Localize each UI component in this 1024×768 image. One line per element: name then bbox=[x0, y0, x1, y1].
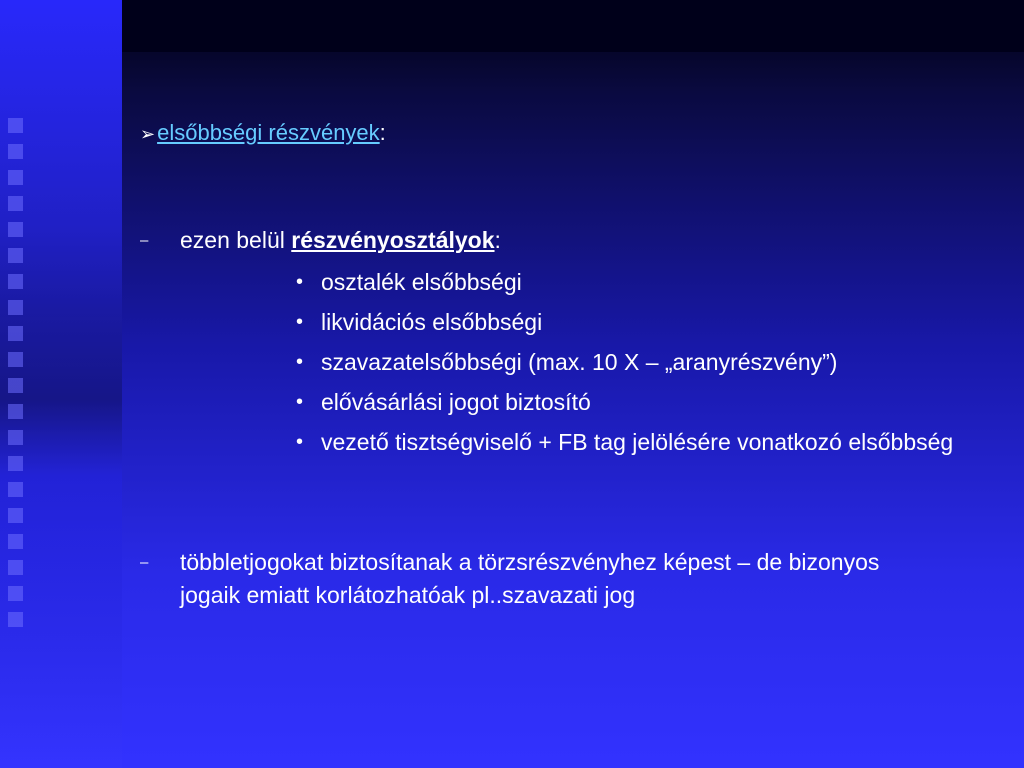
slide-heading bbox=[140, 118, 386, 149]
section-classes-colon: : bbox=[494, 227, 501, 253]
dash-bullet: – bbox=[140, 554, 149, 571]
bullet-dot: • bbox=[296, 271, 304, 293]
section-classes-prefix: ezen belül bbox=[180, 227, 292, 253]
list-item-text: likvidációs elsőbbségi bbox=[321, 309, 543, 335]
arrow-bullet-icon: ➢ bbox=[140, 124, 156, 144]
section-classes-emphasis: részvényosztályok bbox=[291, 227, 495, 253]
bullet-dot: • bbox=[296, 351, 304, 373]
bullet-dot: • bbox=[296, 391, 304, 413]
bullet-dot: • bbox=[296, 311, 304, 333]
list-item-text: vezető tisztségviselő + FB tag jelölésére vonatkozó elsőbbség bbox=[321, 429, 954, 455]
list-item-text: szavazatelsőbbségi (max. 10 X – „aranyrészvény”) bbox=[321, 349, 838, 375]
list-item bbox=[296, 306, 986, 339]
dash-bullet: – bbox=[140, 232, 149, 249]
list-item-text: elővásárlási jogot biztosító bbox=[321, 389, 591, 415]
bullet-dot: • bbox=[296, 431, 304, 453]
section-classes-text bbox=[180, 224, 1000, 257]
list-item-text: osztalék elsőbbségi bbox=[321, 269, 522, 295]
share-class-list bbox=[296, 266, 986, 466]
section-extra-rights-text: többletjogokat biztosítanak a törzsrészvényhez képest – de bizonyos jogaik emiatt korlátozhatóak pl..szavazati jog bbox=[180, 549, 880, 608]
list-item bbox=[296, 266, 986, 299]
list-item bbox=[296, 426, 986, 459]
heading-colon: : bbox=[379, 120, 386, 145]
list-item bbox=[296, 386, 986, 419]
heading-link[interactable]: elsőbbségi részvények bbox=[157, 120, 380, 145]
list-item bbox=[296, 346, 986, 379]
